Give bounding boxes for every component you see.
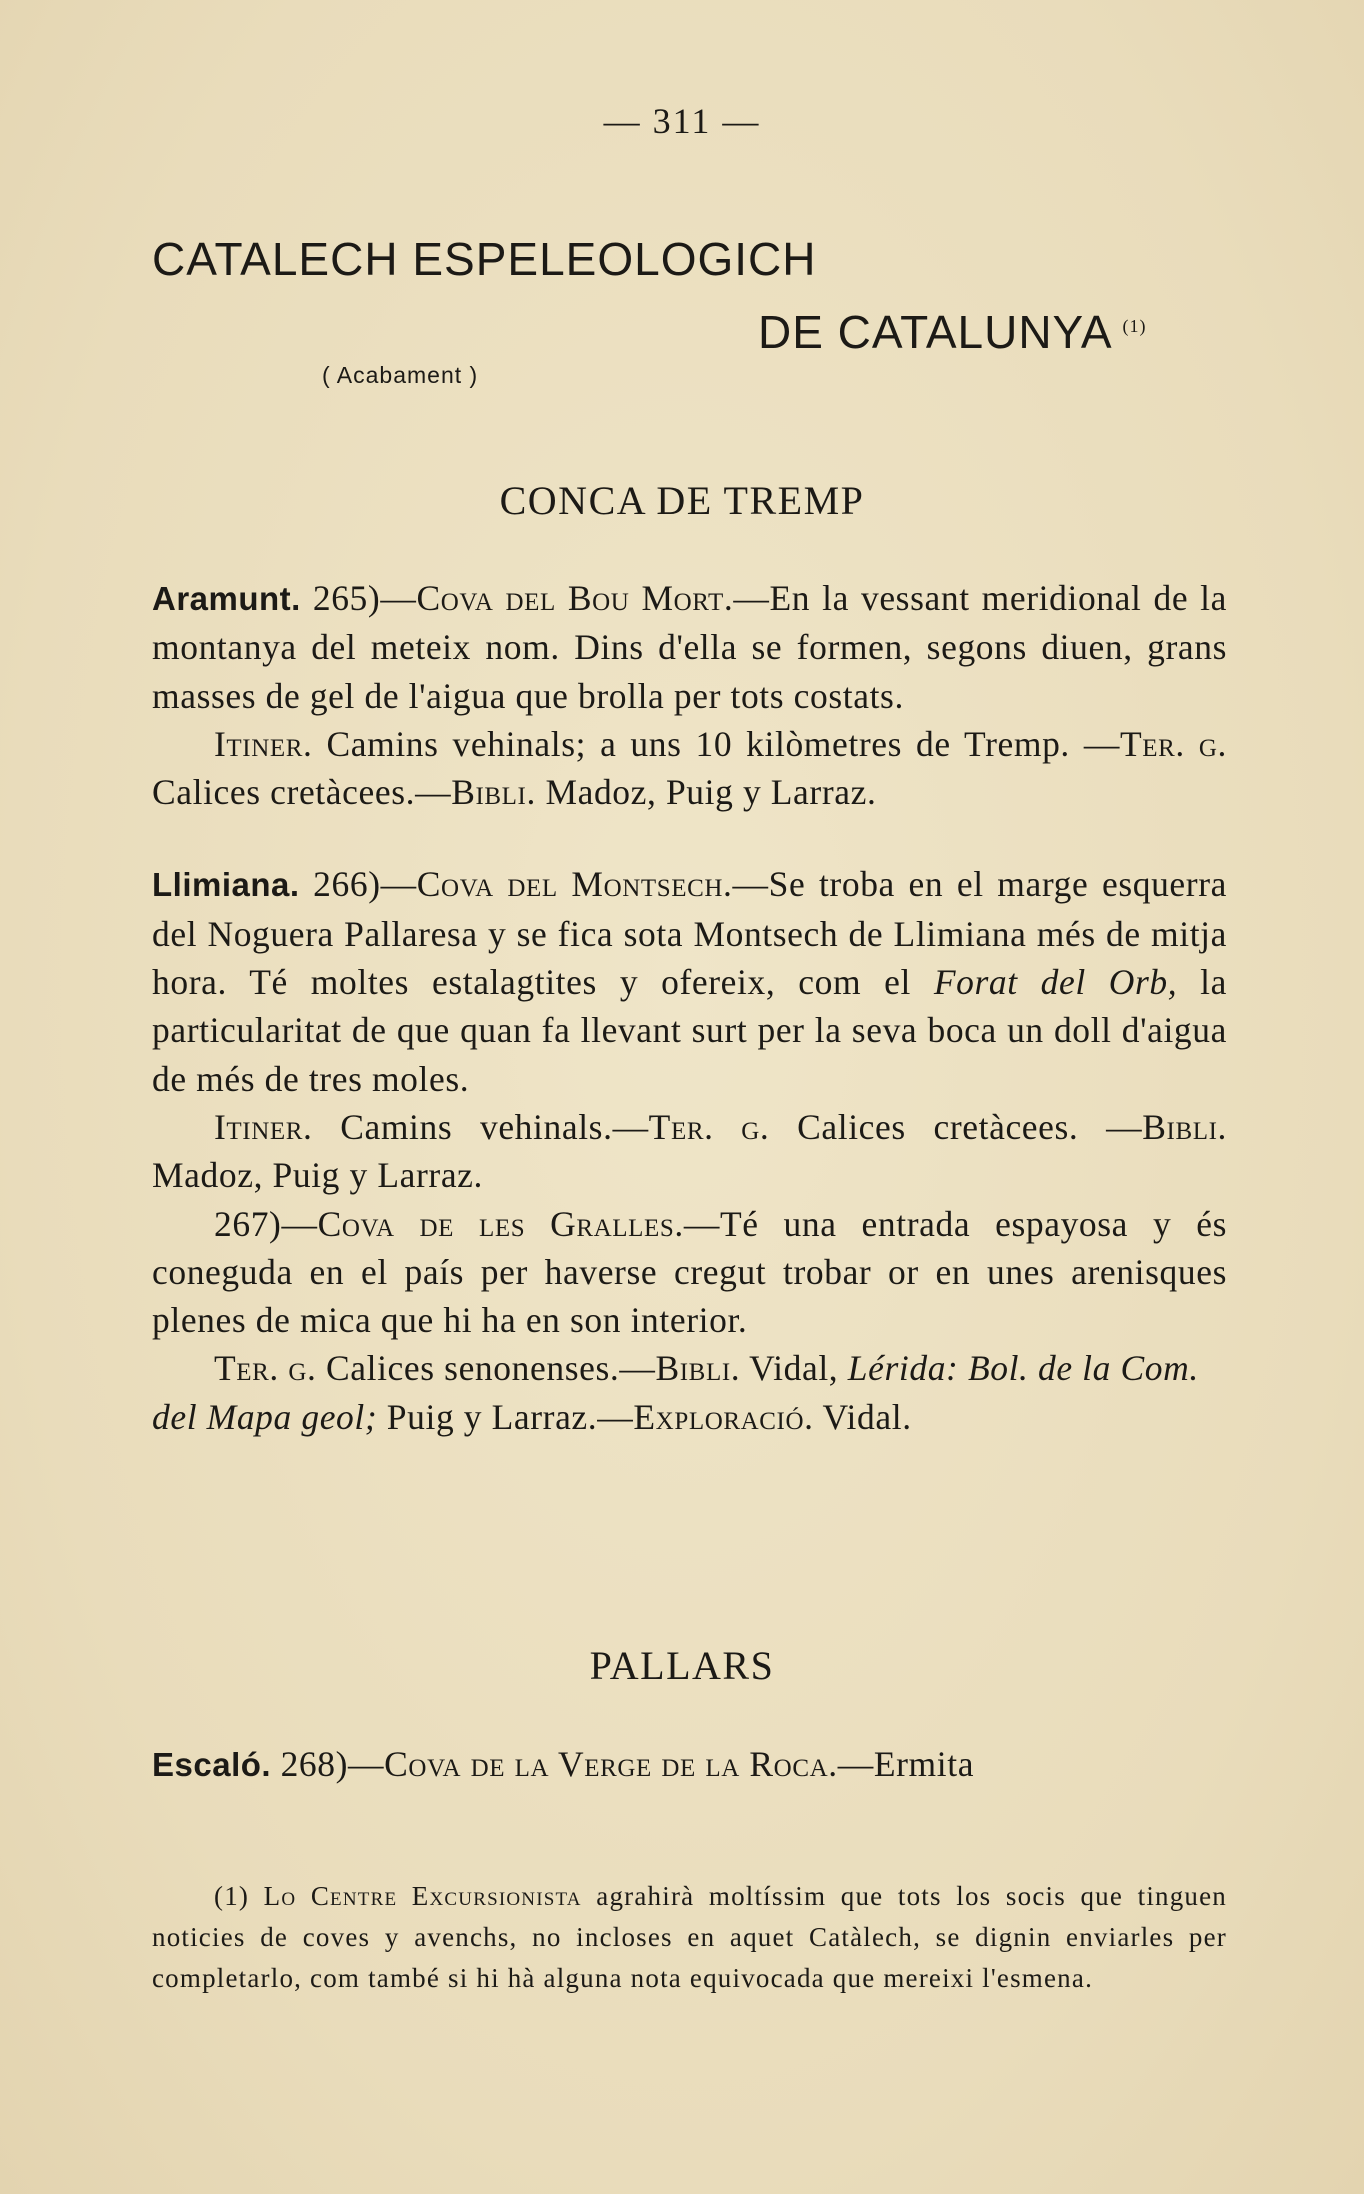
- cave-name: Cova de la Verge de la Roca.: [384, 1744, 838, 1784]
- itiner-label: Itiner.: [214, 1106, 313, 1147]
- entry-265-itiner: Itiner. Camins vehinals; a uns 10 kilòmetres de Tremp. —Ter. g. Calices cretàcees.—Bibli. Madoz, Puig y Larraz.: [152, 723, 1227, 813]
- ter-label: Ter. g.: [214, 1348, 317, 1389]
- entry-number: 268): [280, 1744, 349, 1784]
- ter-text: Calices cretàcees.: [152, 772, 416, 813]
- cave-name: Cova del Bou Mort.: [416, 578, 734, 618]
- cave-name: Cova de les Gralles.: [317, 1203, 684, 1244]
- page-number: — 311 —: [603, 101, 761, 141]
- entry-description: En la vessant meridional de la montanya del meteix nom. Dins d'ella se formen, segons diuen, grans masses de gel de l'aigua que brolla per tots costats.: [152, 578, 1227, 716]
- entry-266-itiner: Itiner. Camins vehinals.—Ter. g. Calices cretàcees. —Bibli. Madoz, Puig y Larraz.: [152, 1106, 1227, 1196]
- entry-268: Escaló. 268)—Cova de la Verge de la Roca.—Ermita: [152, 1744, 975, 1784]
- entry-number: 267): [214, 1203, 282, 1244]
- place-name: Escaló.: [152, 1746, 272, 1783]
- bibli-label: Bibli.: [451, 772, 536, 813]
- section-heading-conca-de-tremp: CONCA DE TREMP: [499, 478, 865, 523]
- title-footnote-marker: (1): [1122, 315, 1147, 336]
- bibli-label: Bibli.: [655, 1348, 741, 1389]
- catalog-title-line-1: CATALECH ESPELEOLOGICH: [152, 233, 817, 285]
- bibli-label: Bibli.: [1142, 1106, 1227, 1147]
- place-name: Aramunt.: [152, 580, 301, 617]
- entry-description-part-2: la particularitat de que quan fa llevant surt per la seva boca un doll d'aigua de més de tres moles.: [152, 962, 1227, 1099]
- itiner-text: Camins vehinals.: [340, 1106, 613, 1147]
- entry-description: Té una entrada espayosa y és coneguda en el país per haverse cregut trobar or en unes arenisques plenes de mica que hi ha en son interior.: [152, 1203, 1227, 1341]
- entry-267: 267)—Cova de les Gralles.—Té una entrada espayosa y és coneguda en el país per haverse cregut trobar or en unes arenisques plenes de mica que hi ha en son interior.: [152, 1203, 1227, 1341]
- entry-description: Ermita: [873, 1744, 975, 1784]
- ter-text: Calices senonenses.: [326, 1348, 620, 1389]
- catalog-subtitle: ( Acabament ): [322, 362, 479, 388]
- entry-267-refs: Ter. g. Calices senonenses.—Bibli. Vidal, Lérida: Bol. de la Com. del Mapa geol; Puig y Larraz.—Exploració. Vidal.: [152, 1348, 1199, 1437]
- catalog-title-line-2: [758, 305, 1147, 359]
- itiner-label: Itiner.: [214, 723, 313, 764]
- footnote-body: agrahirà moltíssim que tots los socis que tinguen noticies de coves y avenchs, no incloses en aquet Catàlech, se dignin enviarles per completarlo, com també si hi hà alguna nota equivocada que mereixi l'esmena.: [152, 1881, 1227, 1993]
- ter-label: Ter. g.: [1119, 723, 1227, 764]
- entry-number: 266): [313, 864, 381, 905]
- section-body-pallars: [152, 1740, 1227, 1789]
- footnote-marker: (1): [214, 1881, 250, 1911]
- ter-text: Calices cretàcees.: [797, 1106, 1079, 1147]
- entry-265: Aramunt. 265)—Cova del Bou Mort.—En la vessant meridional de la montanya del meteix nom. Dins d'ella se formen, segons diuen, grans masses de gel de l'aigua que brolla per tots costats.: [152, 578, 1227, 716]
- entry-description-italic: Forat del Orb,: [933, 962, 1178, 1003]
- place-name: Llimiana.: [152, 866, 300, 904]
- explora-text: Vidal.: [822, 1396, 912, 1437]
- footnote-org: Lo Centre Excursionista: [263, 1881, 582, 1911]
- footnote-text: [152, 1876, 1227, 1999]
- bibli-italic-source: Lérida: Bol. de la Com. del Mapa geol;: [152, 1348, 1199, 1437]
- section-body-conca-de-tremp: [152, 574, 1227, 1441]
- cave-name: Cova del Montsech.: [416, 864, 733, 905]
- bibli-text-1: Vidal,: [749, 1348, 839, 1389]
- bibli-text-2: Puig y Larraz.: [386, 1396, 598, 1437]
- section-heading-pallars: PALLARS: [589, 1643, 775, 1688]
- footnote: [152, 1876, 1227, 1999]
- ter-label: Ter. g.: [648, 1106, 770, 1147]
- entry-number: 265): [312, 578, 381, 618]
- bibli-text: Madoz, Puig y Larraz.: [152, 1155, 484, 1196]
- catalog-title-line-2-text: DE CATALUNYA: [758, 306, 1113, 358]
- itiner-text: Camins vehinals; a uns 10 kilòmetres de Tremp.: [326, 723, 1070, 764]
- bibli-text: Madoz, Puig y Larraz.: [545, 772, 877, 813]
- entry-266: Llimiana. 266)—Cova del Montsech.—Se troba en el marge esquerra del Noguera Pallaresa y se fica sota Montsech de Llimiana més de mitja hora. Té moltes estalagtites y ofereix, com el Forat del Orb, la particularitat de que quan fa llevant surt per la seva boca un doll d'aigua de més de tres moles.: [152, 864, 1227, 1099]
- entry-description-part-1: Se troba en el marge esquerra del Noguera Pallaresa y se fica sota Montsech de Llimiana més de mitja hora. Té moltes estalagtites y ofereix, com el: [152, 864, 1227, 1003]
- explora-label: Exploració.: [633, 1396, 814, 1437]
